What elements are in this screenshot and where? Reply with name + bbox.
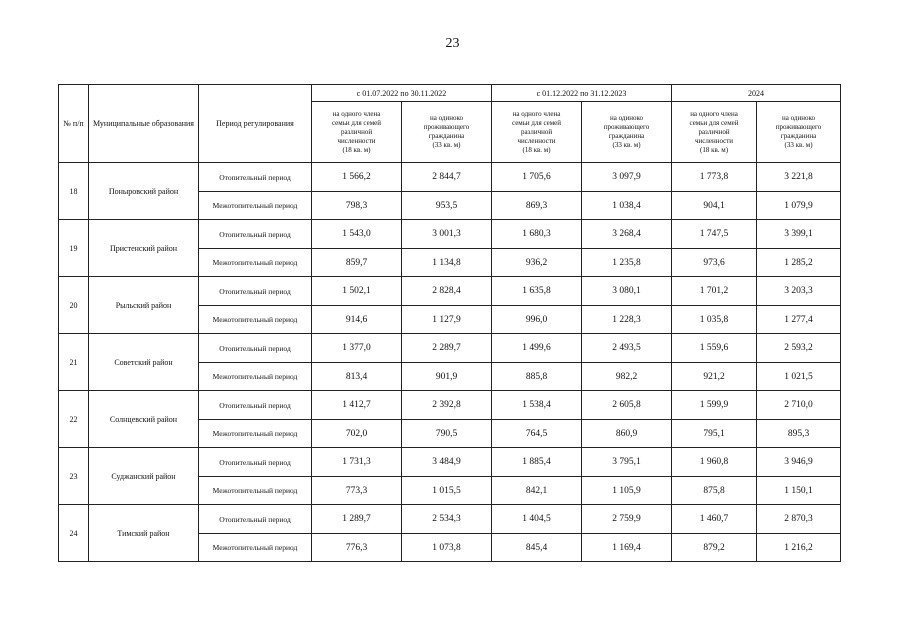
value-cell: 1 701,2 — [672, 277, 757, 306]
value-cell: 1 731,3 — [312, 448, 402, 477]
value-cell: 764,5 — [492, 420, 582, 448]
value-cell: 953,5 — [402, 192, 492, 220]
heating-period-label: Отопительный период — [199, 220, 312, 249]
value-cell: 1 960,8 — [672, 448, 757, 477]
value-cell: 1 015,5 — [402, 477, 492, 505]
value-cell: 1 747,5 — [672, 220, 757, 249]
value-cell: 1 377,0 — [312, 334, 402, 363]
subheader-line: гражданина — [608, 132, 645, 140]
value-cell: 996,0 — [492, 306, 582, 334]
value-cell: 1 499,6 — [492, 334, 582, 363]
value-cell: 1 885,4 — [492, 448, 582, 477]
col-header-num: № п/п — [59, 85, 89, 163]
value-cell: 860,9 — [582, 420, 672, 448]
value-cell: 895,3 — [757, 420, 841, 448]
value-cell: 702,0 — [312, 420, 402, 448]
value-cell: 2 605,8 — [582, 391, 672, 420]
table-row — [59, 391, 841, 420]
value-cell: 845,4 — [492, 534, 582, 562]
value-cell: 1 599,9 — [672, 391, 757, 420]
value-cell: 1 773,8 — [672, 163, 757, 192]
page-number: 23 — [445, 36, 460, 51]
subheader-line: различной — [520, 127, 553, 136]
value-cell: 3 001,3 — [402, 220, 492, 249]
subheader-line: численности — [694, 136, 734, 145]
non-heating-period-label: Межотопительный период — [199, 363, 312, 391]
subheader-line: (33 кв. м) — [784, 141, 813, 149]
group-header-2022: с 01.07.2022 по 30.11.2022 — [312, 85, 492, 102]
subheader-line: проживающего — [423, 123, 470, 131]
value-cell: 982,2 — [582, 363, 672, 391]
value-cell: 3 080,1 — [582, 277, 672, 306]
value-cell: 1 169,4 — [582, 534, 672, 562]
municipality-name: Пристенский район — [89, 220, 199, 277]
table-row — [59, 163, 841, 192]
row-number: 20 — [59, 277, 89, 334]
value-cell: 3 221,8 — [757, 163, 841, 192]
table-row — [59, 277, 841, 306]
subheader-line: семьи для семей — [512, 118, 562, 127]
col-header-period: Период регулирования — [199, 85, 312, 163]
non-heating-period-label: Межотопительный период — [199, 249, 312, 277]
value-cell: 1 073,8 — [402, 534, 492, 562]
non-heating-period-label: Межотопительный период — [199, 192, 312, 220]
municipality-name: Поныровский район — [89, 163, 199, 220]
value-cell: 973,6 — [672, 249, 757, 277]
col-header-municipality: Муниципальные образования — [89, 85, 199, 163]
value-cell: 795,1 — [672, 420, 757, 448]
subheader-line: на одиноко — [610, 114, 644, 122]
value-cell: 869,3 — [492, 192, 582, 220]
value-cell: 3 097,9 — [582, 163, 672, 192]
subheader-line: проживающего — [603, 123, 650, 131]
value-cell: 1 035,8 — [672, 306, 757, 334]
subheader-line: различной — [698, 127, 730, 136]
value-cell: 1 228,3 — [582, 306, 672, 334]
non-heating-period-label: Межотопительный период — [199, 534, 312, 562]
value-cell: 1 404,5 — [492, 505, 582, 534]
heating-period-label: Отопительный период — [199, 163, 312, 192]
value-cell: 1 127,9 — [402, 306, 492, 334]
heating-period-label: Отопительный период — [199, 334, 312, 363]
value-cell: 773,3 — [312, 477, 402, 505]
value-cell: 2 710,0 — [757, 391, 841, 420]
value-cell: 1 559,6 — [672, 334, 757, 363]
value-cell: 1 680,3 — [492, 220, 582, 249]
value-cell: 1 216,2 — [757, 534, 841, 562]
group-header-2023: с 01.12.2022 по 31.12.2023 — [492, 85, 672, 102]
value-cell: 1 538,4 — [492, 391, 582, 420]
subheader-line: на одного члена — [512, 109, 561, 118]
value-cell: 776,3 — [312, 534, 402, 562]
value-cell: 936,2 — [492, 249, 582, 277]
subheader-single-resident — [582, 102, 672, 163]
value-cell: 1 105,9 — [582, 477, 672, 505]
subheader-line: (18 кв. м) — [342, 145, 371, 154]
value-cell: 2 870,3 — [757, 505, 841, 534]
subheader-line: проживающего — [775, 123, 822, 131]
subheader-per-family-member — [492, 102, 582, 163]
value-cell: 1 285,2 — [757, 249, 841, 277]
group-header-2024: 2024 — [672, 85, 841, 102]
value-cell: 885,8 — [492, 363, 582, 391]
value-cell: 1 566,2 — [312, 163, 402, 192]
subheader-line: на одиноко — [782, 114, 816, 122]
municipality-name: Рыльский район — [89, 277, 199, 334]
value-cell: 1 502,1 — [312, 277, 402, 306]
value-cell: 1 079,9 — [757, 192, 841, 220]
value-cell: 2 828,4 — [402, 277, 492, 306]
value-cell: 1 134,8 — [402, 249, 492, 277]
row-number: 23 — [59, 448, 89, 505]
value-cell: 1 150,1 — [757, 477, 841, 505]
table-row — [59, 448, 841, 477]
value-cell: 2 493,5 — [582, 334, 672, 363]
value-cell: 914,6 — [312, 306, 402, 334]
value-cell: 1 705,6 — [492, 163, 582, 192]
value-cell: 3 946,9 — [757, 448, 841, 477]
value-cell: 859,7 — [312, 249, 402, 277]
subheader-line: численности — [517, 136, 556, 145]
subheader-line: (18 кв. м) — [699, 145, 729, 154]
row-number: 21 — [59, 334, 89, 391]
heating-period-label: Отопительный период — [199, 448, 312, 477]
table-row — [59, 220, 841, 249]
value-cell: 3 203,3 — [757, 277, 841, 306]
value-cell: 2 534,3 — [402, 505, 492, 534]
subheader-line: семьи для семей — [689, 118, 739, 127]
subheader-line: на одного члена — [332, 109, 381, 118]
value-cell: 1 289,7 — [312, 505, 402, 534]
value-cell: 798,3 — [312, 192, 402, 220]
subheader-line: (33 кв. м) — [612, 141, 641, 149]
subheader-single-resident — [402, 102, 492, 163]
value-cell: 921,2 — [672, 363, 757, 391]
subheader-line: различной — [340, 127, 373, 136]
row-number: 22 — [59, 391, 89, 448]
value-cell: 3 795,1 — [582, 448, 672, 477]
subheader-line: численности — [337, 136, 376, 145]
value-cell: 1 235,8 — [582, 249, 672, 277]
row-number: 19 — [59, 220, 89, 277]
non-heating-period-label: Межотопительный период — [199, 477, 312, 505]
subheader-per-family-member — [312, 102, 402, 163]
value-cell: 2 593,2 — [757, 334, 841, 363]
value-cell: 1 412,7 — [312, 391, 402, 420]
heating-period-label: Отопительный период — [199, 505, 312, 534]
municipality-name: Тимский район — [89, 505, 199, 562]
value-cell: 1 277,4 — [757, 306, 841, 334]
table-row — [59, 505, 841, 534]
subheader-line: семьи для семей — [331, 118, 382, 127]
subheader-line: на одного члена — [690, 109, 738, 118]
subheader-line: на одиноко — [430, 114, 464, 122]
subheader-single-resident — [757, 102, 841, 163]
value-cell: 3 268,4 — [582, 220, 672, 249]
row-number: 24 — [59, 505, 89, 562]
municipality-name: Советский район — [89, 334, 199, 391]
value-cell: 1 460,7 — [672, 505, 757, 534]
value-cell: 3 399,1 — [757, 220, 841, 249]
municipality-name: Суджанский район — [89, 448, 199, 505]
heating-period-label: Отопительный период — [199, 277, 312, 306]
value-cell: 790,5 — [402, 420, 492, 448]
value-cell: 813,4 — [312, 363, 402, 391]
value-cell: 2 289,7 — [402, 334, 492, 363]
value-cell: 1 543,0 — [312, 220, 402, 249]
value-cell: 1 038,4 — [582, 192, 672, 220]
value-cell: 904,1 — [672, 192, 757, 220]
subheader-line: (18 кв. м) — [522, 145, 551, 154]
value-cell: 901,9 — [402, 363, 492, 391]
row-number: 18 — [59, 163, 89, 220]
value-cell: 2 759,9 — [582, 505, 672, 534]
non-heating-period-label: Межотопительный период — [199, 420, 312, 448]
value-cell: 842,1 — [492, 477, 582, 505]
value-cell: 875,8 — [672, 477, 757, 505]
table-row — [59, 334, 841, 363]
value-cell: 1 021,5 — [757, 363, 841, 391]
tariff-table — [58, 84, 841, 562]
non-heating-period-label: Межотопительный период — [199, 306, 312, 334]
subheader-line: гражданина — [428, 132, 465, 140]
value-cell: 3 484,9 — [402, 448, 492, 477]
value-cell: 879,2 — [672, 534, 757, 562]
subheader-line: гражданина — [780, 132, 817, 140]
value-cell: 2 392,8 — [402, 391, 492, 420]
subheader-line: (33 кв. м) — [432, 141, 461, 149]
value-cell: 1 635,8 — [492, 277, 582, 306]
subheader-per-family-member — [672, 102, 757, 163]
heating-period-label: Отопительный период — [199, 391, 312, 420]
municipality-name: Солнцевский район — [89, 391, 199, 448]
value-cell: 2 844,7 — [402, 163, 492, 192]
